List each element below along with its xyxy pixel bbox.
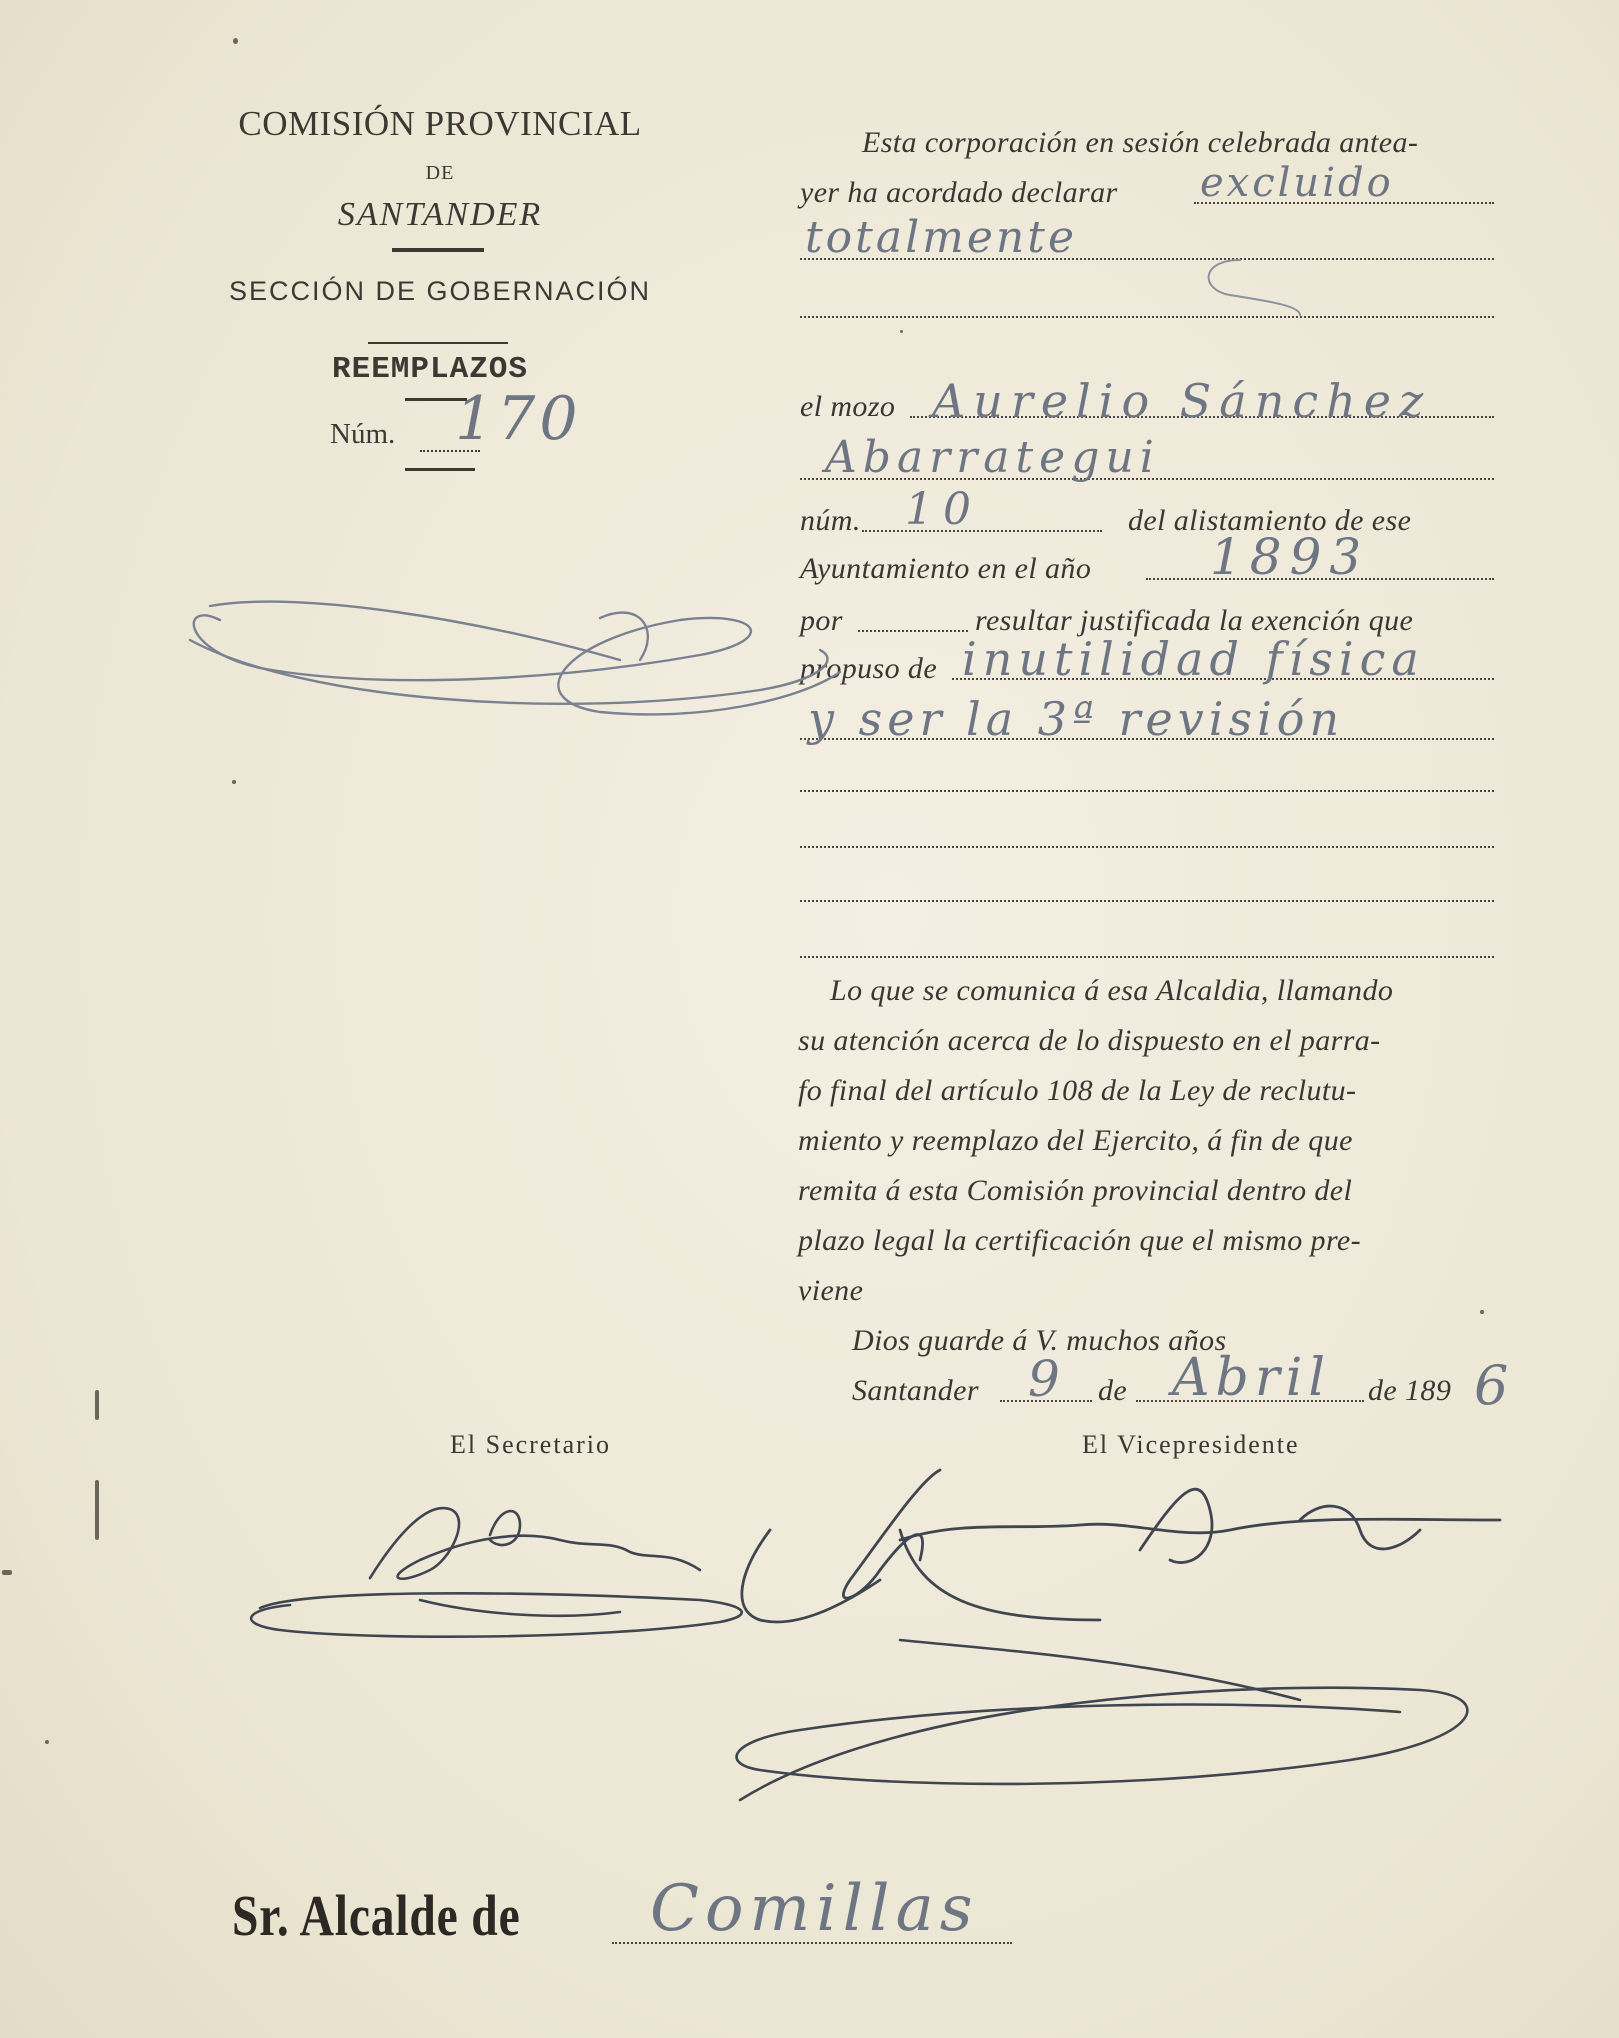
- handwritten-revision: y ser la 3ª revisión: [808, 692, 1345, 746]
- form-line-2: yer ha acordado declarar: [800, 176, 1118, 209]
- closing-text: Dios guarde á V. muchos años: [852, 1324, 1227, 1357]
- body-line: fo final del artículo 108 de la Ley de reclutu-: [798, 1074, 1357, 1107]
- form-line-1: Esta corporación en sesión celebrada antea-: [862, 126, 1419, 159]
- handwritten-totalmente: totalmente: [805, 212, 1077, 263]
- handwritten-declarar: excluido: [1200, 160, 1394, 206]
- section-title: SECCIÓN DE GOBERNACIÓN: [228, 276, 652, 306]
- vicepresidente-label: El Vicepresidente: [1082, 1430, 1300, 1459]
- handwritten-mozo-name: Aurelio Sánchez: [932, 374, 1432, 428]
- handwritten-addressee-place: Comillas: [650, 1872, 979, 1946]
- handwritten-num: 10: [905, 484, 981, 535]
- addressee-label: Sr. Alcalde de: [232, 1883, 521, 1948]
- body-line: viene: [798, 1274, 864, 1307]
- date-de: de: [1098, 1374, 1128, 1407]
- handwritten-year-digit: 6: [1474, 1354, 1512, 1417]
- ayuntamiento-text: Ayuntamiento en el año: [800, 552, 1092, 585]
- num-label: núm.: [800, 504, 861, 537]
- handwritten-number: 170: [455, 384, 582, 454]
- propuso-text: propuso de: [800, 652, 938, 685]
- body-line: miento y reemplazo del Ejercito, á fin de que: [798, 1124, 1353, 1157]
- commission-title: COMISIÓN PROVINCIAL: [238, 104, 642, 143]
- body-line: Lo que se comunica á esa Alcaldia, llamando: [830, 974, 1394, 1007]
- handwritten-mozo-surname: Abarrategui: [825, 432, 1160, 483]
- pencil-curl: [1209, 260, 1300, 315]
- secretary-signature: [251, 1508, 742, 1637]
- blank-flourish: [190, 602, 840, 715]
- handwritten-month: Abril: [1172, 1348, 1331, 1408]
- date-place: Santander: [852, 1374, 979, 1407]
- reemplazos-title: REEMPLAZOS: [331, 352, 529, 387]
- por-text: por: [800, 604, 843, 637]
- signature-flourish: [737, 1640, 1468, 1800]
- resultar-text: resultar justificada la exención que: [975, 604, 1414, 637]
- mozo-label: el mozo: [800, 390, 896, 423]
- number-label: Núm.: [330, 418, 396, 450]
- body-line: remita á esta Comisión provincial dentro del: [798, 1174, 1353, 1207]
- commission-city: SANTANDER: [337, 196, 543, 233]
- alistamiento-text: del alistamiento de ese: [1128, 504, 1412, 537]
- secretario-label: El Secretario: [450, 1430, 611, 1459]
- vicepresident-signature: [742, 1470, 1500, 1622]
- handwritten-inutilidad: inutilidad física: [962, 632, 1425, 686]
- handwritten-day: 9: [1028, 1350, 1063, 1408]
- body-line: plazo legal la certificación que el mismo pre-: [798, 1224, 1362, 1257]
- handwritten-year: 1893: [1210, 528, 1370, 586]
- date-de-year: de 189: [1368, 1374, 1452, 1407]
- body-line: su atención acerca de lo dispuesto en el parra-: [798, 1024, 1381, 1057]
- commission-de: DE: [425, 162, 455, 184]
